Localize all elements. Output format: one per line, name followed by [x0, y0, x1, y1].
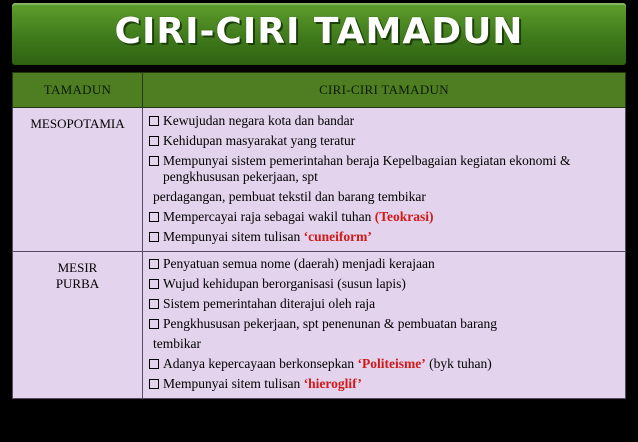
item-text-group [163, 316, 497, 332]
civilization-name: PURBA [55, 275, 100, 291]
checkbox-bullet-icon [149, 232, 159, 242]
checkbox-bullet-icon [149, 259, 159, 269]
item-text: Adanya kepercayaan berkonsepkan [163, 356, 358, 371]
item-text-group [163, 376, 362, 392]
list-item [149, 296, 621, 312]
list-item [149, 133, 621, 149]
item-text: Pengkhususan pekerjaan, spt penenunan & pembuatan barang [163, 316, 498, 331]
list-item [149, 209, 621, 225]
header-ciri-ciri: CIRI-CIRI TAMADUN [143, 73, 626, 108]
item-text-group [163, 229, 372, 245]
civilization-name: MESOPOTAMIA [30, 116, 125, 131]
list-item [149, 376, 621, 392]
item-text: Sistem pemerintahan diterajui oleh raja [163, 296, 376, 311]
list-item [149, 276, 621, 292]
item-text-after: (byk tuhan) [425, 356, 492, 371]
highlight-term: ‘Politeisme’ [357, 356, 426, 371]
list-item-continuation [149, 189, 621, 205]
checkbox-bullet-icon [149, 359, 159, 369]
list-item [149, 113, 621, 129]
item-text: Penyatuan semua nome (daerah) menjadi kerajaan [163, 256, 435, 271]
header-tamadun: TAMADUN [13, 73, 143, 108]
table-header-row [13, 73, 626, 108]
item-text-group [163, 256, 435, 272]
item-text: Kewujudan negara kota dan bandar [163, 112, 355, 128]
civilization-name-cell [13, 108, 143, 252]
item-text-group [163, 113, 354, 129]
item-text-group [163, 133, 355, 149]
item-text: tembikar [153, 336, 201, 351]
list-item [149, 229, 621, 245]
list-item-continuation [149, 336, 621, 352]
item-text-group [163, 296, 375, 312]
list-item [149, 256, 621, 272]
table-row [13, 108, 626, 252]
checkbox-bullet-icon [149, 136, 159, 146]
page-title: CIRI-CIRI TAMADUN [114, 11, 524, 52]
list-item [149, 356, 621, 372]
checkbox-bullet-icon [149, 212, 159, 222]
item-text-group [163, 356, 492, 372]
item-text-group [163, 153, 621, 185]
item-text: Mempercayai raja sebagai wakil tuhan [163, 208, 375, 224]
table-body [13, 108, 626, 399]
highlight-term: (Teokrasi) [374, 208, 434, 224]
checkbox-bullet-icon [149, 156, 159, 166]
highlight-term: ‘hieroglif’ [303, 376, 362, 391]
characteristics-cell [143, 251, 626, 399]
item-text: Mempunyai sistem pemerintahan beraja Kepelbagaian kegiatan ekonomi & pengkhususan pekerjaan, spt [163, 152, 571, 184]
item-text: Wujud kehidupan berorganisasi (susun lapis) [163, 276, 406, 291]
list-item [149, 153, 621, 185]
item-text-group [163, 209, 434, 225]
item-text: perdagangan, pembuat tekstil dan barang tembikar [153, 188, 426, 204]
checkbox-bullet-icon [149, 279, 159, 289]
list-item [149, 316, 621, 332]
checkbox-bullet-icon [149, 379, 159, 389]
civilization-table [12, 72, 626, 399]
item-text: Mempunyai sitem tulisan [163, 228, 304, 244]
highlight-term: ‘cuneiform’ [303, 228, 372, 244]
item-text-group [163, 276, 406, 292]
checkbox-bullet-icon [149, 116, 159, 126]
title-banner [12, 3, 626, 65]
checkbox-bullet-icon [149, 299, 159, 309]
characteristics-cell [143, 108, 626, 252]
civilization-name: MESIR [57, 259, 98, 275]
item-text: Mempunyai sitem tulisan [163, 376, 304, 391]
civilization-name-cell [13, 251, 143, 399]
item-text: Kehidupan masyarakat yang teratur [163, 132, 356, 148]
table-row [13, 251, 626, 399]
checkbox-bullet-icon [149, 319, 159, 329]
